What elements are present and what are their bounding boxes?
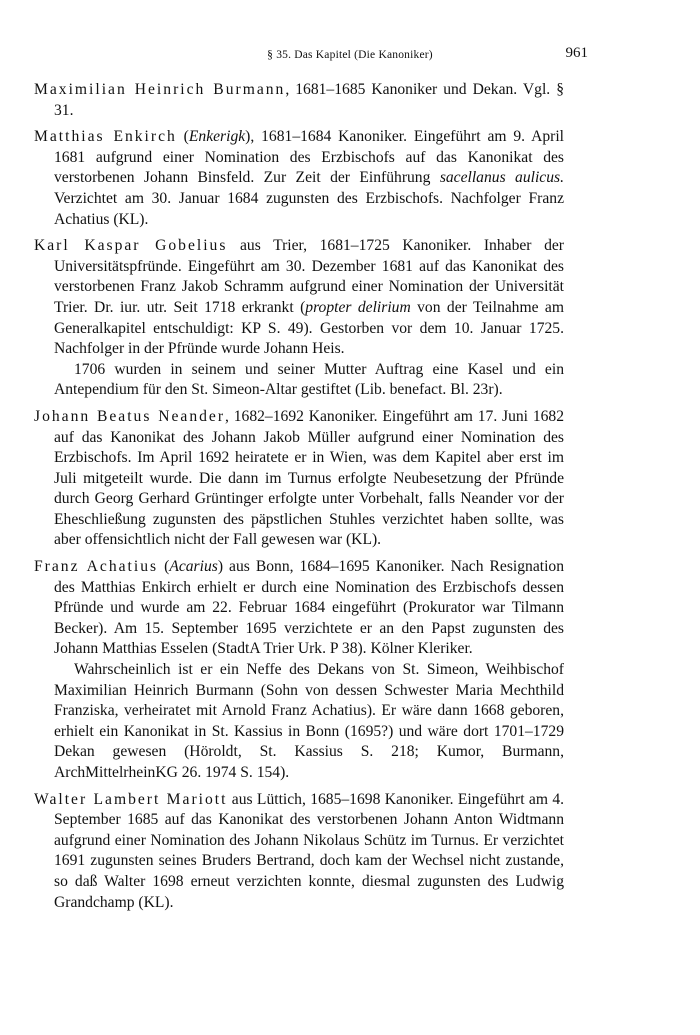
running-head <box>0 44 700 66</box>
person-name: Maximilian Heinrich Burmann <box>34 81 286 98</box>
entry-burmann <box>34 80 564 121</box>
italic-text: propter delirium <box>305 298 411 316</box>
entry-text: ), 1681–1684 Kanoniker. Eingeführt am 9. April 1681 aufgrund einer Nomination des Erzbischofs auf das Kanonikat des verstorbenen Johann Binsfeld. Zur Zeit der Einführung <box>54 128 564 187</box>
main-text <box>34 80 564 919</box>
entry-text: , 1681–1685 Kanoniker und Dekan. Vgl. § 31. <box>54 81 564 119</box>
person-name: Franz Achatius <box>34 558 159 576</box>
entry-achatius <box>34 557 564 784</box>
page-number: 961 <box>565 45 588 61</box>
italic-text: sacellanus aulicus. <box>439 169 564 187</box>
italic-text: Enkerigk <box>188 128 246 146</box>
entry-text: Verzichtet am 30. Januar 1684 zugunsten des Erzbischofs. Nachfolger Franz Achatius (KL). <box>54 189 564 228</box>
entry-text: ) aus Bonn, 1684–1695 Kanoniker. Nach Resignation des Matthias Enkirch erhielt er durch eine Nomination des Erzbischofs dessen Pfründe und wurde am 22. Februar 1684 eingeführt (Prokurator war Tilmann Becker). Am 15. September 1695 verzichtete er an den Papst zugunsten des Johann Matthias Esselen (StadtA Trier Urk. P 38). Kölner Kleriker. <box>54 558 565 658</box>
entry-neander <box>34 407 564 551</box>
entry-text: ( <box>176 128 189 146</box>
person-name: Karl Kaspar Gobelius <box>34 237 228 255</box>
entry-paragraph: 1706 wurden in seinem und seiner Mutter Auftrag eine Kasel und ein Antependium für den St. Simeon-Altar gestiftet (Lib. benefact. Bl. 23r). <box>54 360 564 399</box>
entry-text: ( <box>158 558 170 576</box>
person-name: Walter Lambert Mariott <box>34 790 228 808</box>
entry-paragraph: Wahrscheinlich ist er ein Neffe des Dekans von St. Simeon, Weihbischof Maximilian Heinrich Burmann (Sohn von dessen Schwester Maria Mechthild Franziska, verheiratet mit Arnold Franz Achatius). Er wäre dann 1668 geboren, erhielt ein Kanonikat in St. Kassius in Bonn (1695?) und wäre dort 1701–1729 Dekan gewesen (Höroldt, St. Kassius S. 218; Kumor, Burmann, ArchMittelrheinKG 26. 1974 S. 154). <box>54 661 564 781</box>
italic-text: Acarius <box>169 558 218 576</box>
person-name: Matthias Enkirch <box>34 128 177 146</box>
entry-gobelius <box>34 236 564 401</box>
entry-text: von der Teilnahme am Generalkapitel entschuldigt: KP S. 49). Gestorben vor dem 10. Januar 1725. Nachfolger in der Pfründe wurde Johann Heis. <box>54 298 564 358</box>
entry-text: aus Trier, 1681–1725 Kanoniker. Inhaber der Universitätspfründe. Eingeführt am 30. Dezember 1681 auf das Kanonikat des verstorbenen Franz Jakob Schramm aufgrund einer Nomination der Universität Trier. Dr. iur. utr. Seit 1718 erkrankt ( <box>54 237 565 316</box>
running-head-title: § 35. Das Kapitel (Die Kanoniker) <box>267 49 433 61</box>
entry-enkirch <box>34 127 564 230</box>
entry-text: , 1682–1692 Kanoniker. Eingeführt am 17. Juni 1682 auf das Kanonikat des Johann Jakob Müller aufgrund einer Nomination des Erzbischofs. Im April 1692 heiratete er in Wien, was dem Kapitel aber erst im Juli mitgeteilt wurde. Die dann im Turnus erfolgte Neubesetzung der Pfründe durch Georg Gerhard Grüntinger erfolgte unter Vorbehalt, falls Neander vor der Eheschließung zugunsten des päpstlichen Stuhles verzichtet haben sollte, was aber offensichtlich nicht der Fall gewesen war (KL). <box>54 407 565 549</box>
person-name: Johann Beatus Neander <box>34 407 226 425</box>
entry-text: aus Lüttich, 1685–1698 Kanoniker. Eingeführt am 4. September 1685 auf das Kanonikat des verstorbenen Johann Anton Widtmann aufgrund einer Nomination des Johann Nikolaus Schütz im Turnus. Er verzichtet 1691 zugunsten seines Bruders Bertrand, doch kam der Wechsel nicht zustande, so daß Walter 1698 erneut verzichten konnte, diesmal zugunsten des Ludwig Grandchamp (KL). <box>54 790 565 911</box>
entry-mariott <box>34 790 564 914</box>
